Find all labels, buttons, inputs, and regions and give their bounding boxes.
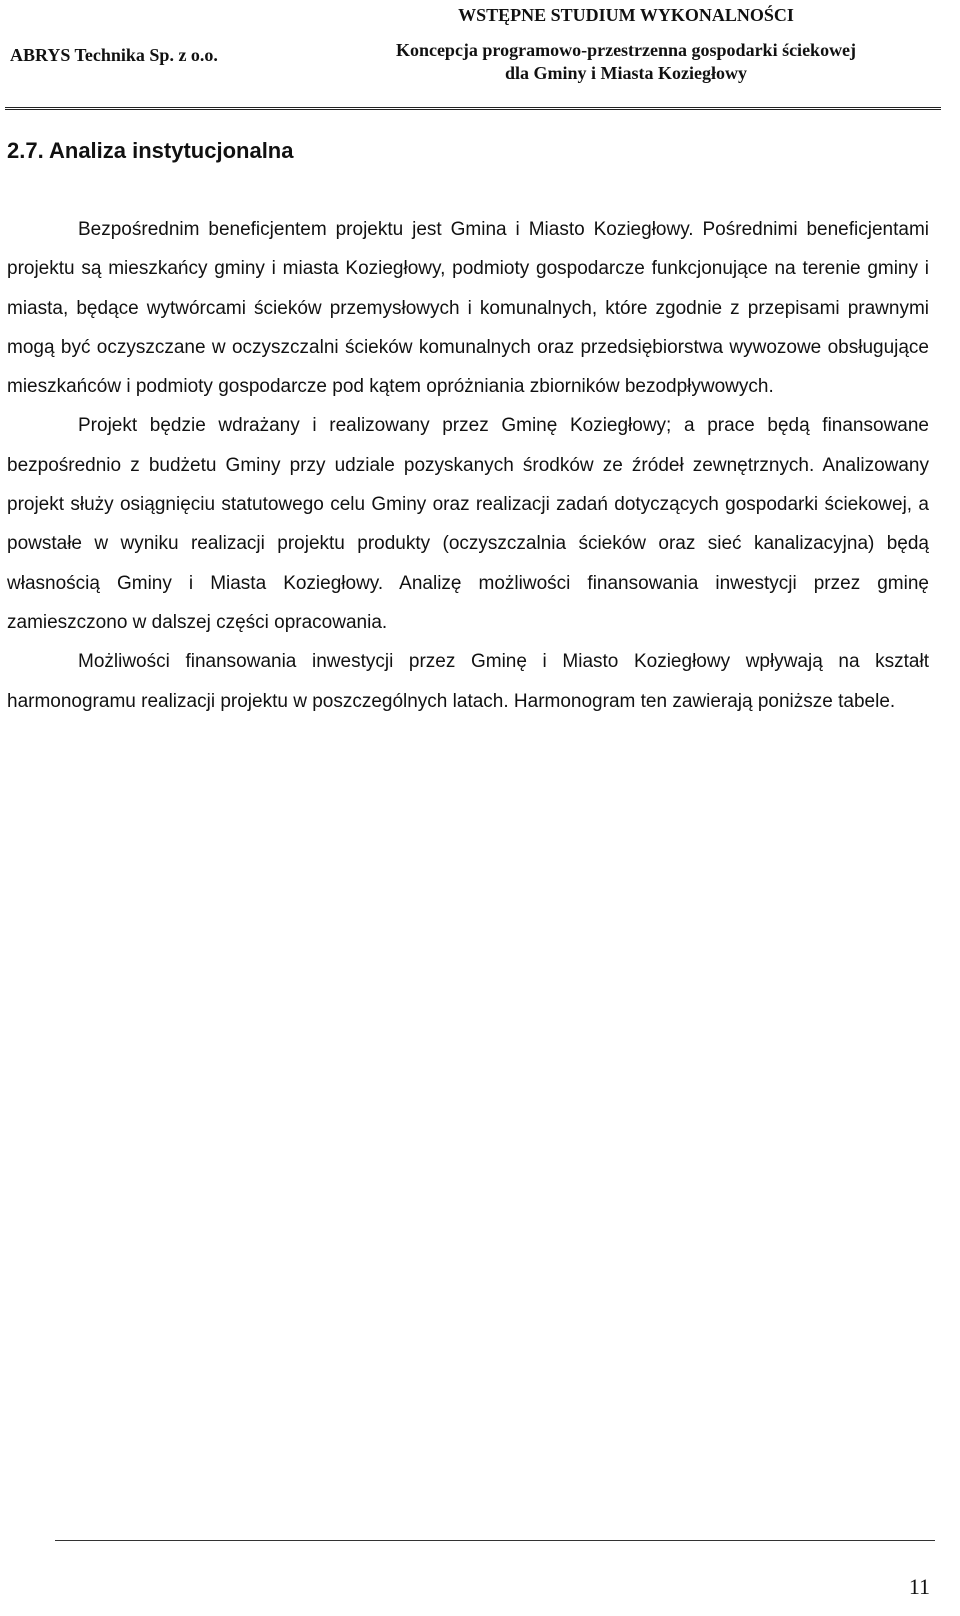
section-title: 2.7. Analiza instytucjonalna — [7, 138, 294, 163]
header-divider — [5, 107, 941, 110]
document-subtitle-line1: Koncepcja programowo-przestrzenna gospodarki ściekowej — [395, 40, 857, 60]
paragraph-schedule: Możliwości finansowania inwestycji przez Gminę i Miasto Koziegłowy wpływają na kształt harmonogramu realizacji projektu w poszczególnych latach. Harmonogram ten zawierają poniższe tabele. — [7, 651, 929, 712]
section-body — [7, 210, 929, 721]
company-name: ABRYS Technika Sp. z o.o. — [10, 45, 218, 65]
document-subtitle-line2: dla Gminy i Miasta Koziegłowy — [505, 63, 747, 83]
paragraph-implementation: Projekt będzie wdrażany i realizowany przez Gminę Koziegłowy; a prace będą finansowane bezpośrednio z budżetu Gminy przy udziale pozyskanych środków ze źródeł zewnętrznych. Analizowany projekt służy osiągnięciu statutowego celu Gminy oraz realizacji zadań dotyczących gospodarki ściekowej, a powstałe w wyniku realizacji projektu produkty (oczyszczalnia ścieków oraz sieć kanalizacyjna) będą własnością Gminy i Miasta Koziegłowy. Analizę możliwości finansowania inwestycji przez gminę zamieszczono w dalszej części opracowania. — [7, 415, 929, 633]
document-title-block — [346, 4, 906, 85]
page-number: 11 — [908, 1574, 930, 1599]
page-header — [0, 0, 960, 120]
footer-divider — [55, 1540, 935, 1541]
paragraph-beneficiaries: Bezpośrednim beneficjentem projektu jest Gmina i Miasto Koziegłowy. Pośrednimi beneficjentami projektu są mieszkańcy gminy i miasta Koziegłowy, podmioty gospodarcze funkcjonujące na terenie gminy i miasta, będące wytwórcami ścieków przemysłowych i komunalnych, które zgodnie z przepisami prawnymi mogą być oczyszczane w oczyszczalni ścieków komunalnych oraz przedsiębiorstwa wywozowe obsługujące mieszkańców i podmioty gospodarcze pod kątem opróżniania zbiorników bezodpływowych. — [7, 219, 929, 398]
document-title: WSTĘPNE STUDIUM WYKONALNOŚCI — [458, 5, 794, 25]
